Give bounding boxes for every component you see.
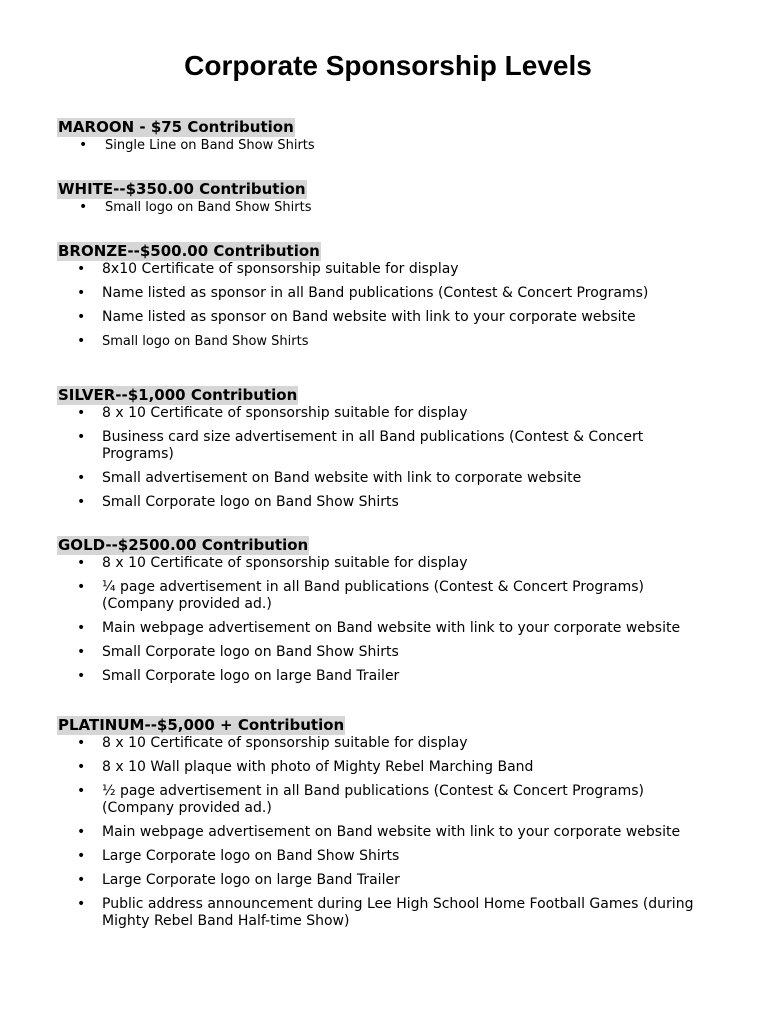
level-heading: GOLD--$2500.00 Contribution (58, 536, 309, 554)
benefit-list (57, 137, 737, 154)
benefit-list (57, 735, 737, 930)
level-heading: MAROON - $75 Contribution (58, 118, 294, 136)
level-platinum (57, 716, 737, 937)
level-maroon (57, 118, 737, 161)
benefit-item: • Small Corporate logo on Band Show Shirts (57, 644, 737, 661)
benefit-list (57, 405, 737, 511)
benefit-item: • Small Corporate logo on Band Show Shirts (57, 494, 737, 511)
page-title: Corporate Sponsorship Levels (184, 50, 592, 81)
benefit-item: • ¼ page advertisement in all Band publications (Contest & Concert Programs) (Company provided ad.) (57, 579, 737, 613)
benefit-item: • Small logo on Band Show Shirts (57, 199, 737, 216)
benefit-list (57, 261, 737, 350)
level-heading: BRONZE--$500.00 Contribution (58, 242, 320, 260)
benefit-item: • Name listed as sponsor on Band website with link to your corporate website (57, 309, 737, 326)
benefit-list (57, 199, 737, 216)
benefit-item: • Main webpage advertisement on Band website with link to your corporate website (57, 620, 737, 637)
benefit-item: • Single Line on Band Show Shirts (57, 137, 737, 154)
benefit-item: • Large Corporate logo on Band Show Shirts (57, 848, 737, 865)
benefit-item: • ½ page advertisement in all Band publications (Contest & Concert Programs) (Company provided ad.) (57, 783, 737, 817)
benefit-item: • Small logo on Band Show Shirts (57, 333, 737, 350)
level-white (57, 180, 737, 223)
benefit-item: • 8 x 10 Certificate of sponsorship suitable for display (57, 555, 737, 572)
benefit-item: • 8 x 10 Certificate of sponsorship suitable for display (57, 735, 737, 752)
level-bronze (57, 242, 737, 357)
benefit-item: • 8x10 Certificate of sponsorship suitable for display (57, 261, 737, 278)
benefit-list (57, 555, 737, 685)
benefit-item: • Small advertisement on Band website with link to corporate website (57, 470, 737, 487)
level-heading: SILVER--$1,000 Contribution (58, 386, 298, 404)
benefit-item: • 8 x 10 Wall plaque with photo of Mighty Rebel Marching Band (57, 759, 737, 776)
benefit-item: • Main webpage advertisement on Band website with link to your corporate website (57, 824, 737, 841)
level-silver (57, 386, 737, 518)
benefit-item: • Large Corporate logo on large Band Trailer (57, 872, 737, 889)
benefit-item: • Business card size advertisement in all Band publications (Contest & Concert Programs) (57, 429, 737, 463)
level-heading: WHITE--$350.00 Contribution (58, 180, 306, 198)
benefit-item: • Name listed as sponsor in all Band publications (Contest & Concert Programs) (57, 285, 737, 302)
benefit-item: • Small Corporate logo on large Band Trailer (57, 668, 737, 685)
level-gold (57, 536, 737, 692)
benefit-item: • Public address announcement during Lee High School Home Football Games (during Mighty Rebel Band Half-time Show) (57, 896, 737, 930)
benefit-item: • 8 x 10 Certificate of sponsorship suitable for display (57, 405, 737, 422)
level-heading: PLATINUM--$5,000 + Contribution (58, 716, 345, 734)
